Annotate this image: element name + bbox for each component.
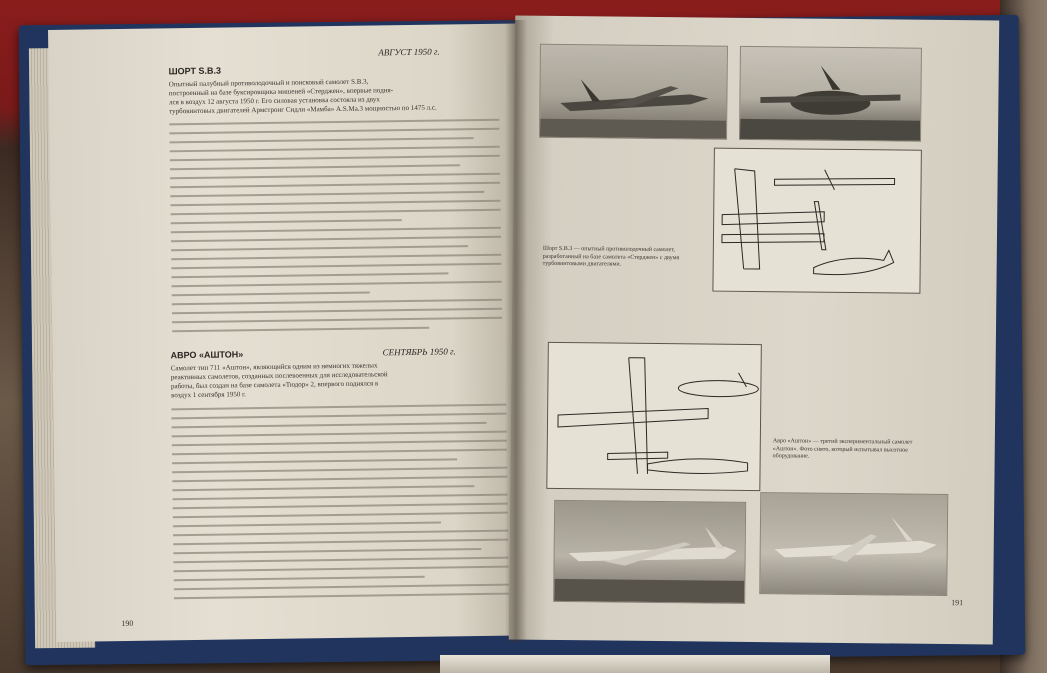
text-line: Самолет тип 711 «Аштон», являющийся одним из немногих тяжелых bbox=[170, 361, 378, 373]
left-page bbox=[48, 23, 526, 642]
text-line: построенный на базе буксировщика мишеней «Стерджен», впервые подня- bbox=[168, 86, 394, 98]
text-line: Опытный палубный противолодочный и поисковый самолет S.B.3, bbox=[168, 77, 369, 89]
caption-shorts-sb3: Шорт S.B.3 — опытный противолодочный самолет, разработанный на базе самолета «Стерджен» с двумя турбовинтовыми двигателями. bbox=[542, 245, 680, 268]
page-number-right: 191 bbox=[951, 598, 964, 608]
article-date-avro: СЕНТЯБРЬ 1950 г. bbox=[382, 346, 456, 358]
text-line: реактивных самолетов, созданных послевоенных для исследовательской bbox=[170, 370, 388, 382]
body-text-block bbox=[171, 404, 509, 607]
page-number-left: 190 bbox=[121, 618, 134, 629]
photo-avro-ashton-ground bbox=[553, 500, 746, 604]
book-gutter bbox=[505, 20, 527, 642]
article-heading-avro: АВРО «АШТОН» bbox=[170, 349, 244, 361]
drawing-avro-ashton-three-view bbox=[546, 342, 762, 491]
photo-shorts-sb3-ground bbox=[539, 44, 728, 140]
article-date-short: АВГУСТ 1950 г. bbox=[378, 46, 440, 58]
book-below bbox=[440, 655, 830, 673]
text-line: воздух 1 сентября 1950 г. bbox=[171, 390, 246, 400]
right-page bbox=[509, 15, 1000, 644]
body-text-block bbox=[169, 119, 502, 340]
photo-shorts-sb3-front bbox=[739, 46, 922, 142]
text-line: лся в воздух 12 августа 1950 г. Его силовая установка состояла из двух bbox=[168, 95, 380, 107]
drawing-shorts-sb3-three-view bbox=[712, 148, 921, 294]
text-line: работы, был создан на базе самолета «Тюдор» 2, впервого поднялся в bbox=[170, 379, 379, 391]
article-heading-short: ШОРТ S.B.3 bbox=[168, 65, 222, 77]
photo-avro-ashton-flight bbox=[759, 492, 948, 596]
text-line: турбовинтовых двигателей Армстронг Сидли «Мамба» А.S.Ма.3 мощностью по 1475 л.с. bbox=[169, 103, 437, 116]
caption-avro-ashton: Авро «Аштон» — третий экспериментальный самолет «Аштон». Фото снято, который испытывал высотное оборудование. bbox=[772, 438, 913, 460]
